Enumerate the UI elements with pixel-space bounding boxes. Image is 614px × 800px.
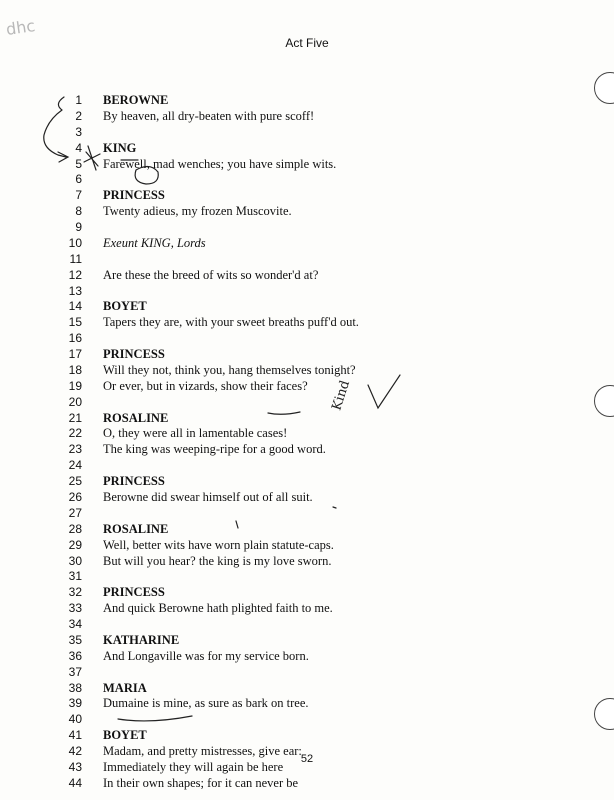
verse-line: And quick Berowne hath plighted faith to me. [103, 601, 333, 616]
line-number: 2 [75, 108, 82, 123]
page-header: Act Five [285, 36, 329, 50]
verse-line: The king was weeping-ripe for a good word. [103, 442, 326, 457]
verse-line: And Longaville was for my service born. [103, 648, 309, 663]
verse-line: Will they not, think you, hang themselves tonight? [103, 362, 356, 377]
line-number: 44 [68, 775, 82, 790]
line-number: 1 [75, 93, 82, 107]
line-number: 32 [68, 585, 82, 600]
speaker-name: PRINCESS [103, 188, 165, 203]
line-number: 9 [75, 220, 82, 235]
binder-hole-bottom [594, 698, 614, 730]
line-number: 38 [68, 680, 82, 695]
tick-29 [333, 507, 336, 508]
verse-line: Berowne did swear himself out of all suit. [103, 490, 313, 504]
speaker-name: BOYET [103, 728, 147, 743]
line-number: 15 [68, 315, 82, 330]
line-number: 21 [68, 410, 82, 425]
line-number: 39 [68, 696, 82, 711]
page-number: 52 [300, 753, 314, 765]
line-number: 10 [68, 235, 82, 250]
binder-hole-middle [594, 385, 614, 417]
line-number: 29 [68, 537, 82, 552]
line-number: 41 [68, 728, 82, 743]
line-number: 34 [68, 617, 82, 632]
line-number: 7 [75, 188, 82, 203]
line-number: 37 [68, 664, 82, 679]
line-number: 8 [75, 204, 82, 219]
verse-line: By heaven, all dry-beaten with pure scoff! [103, 108, 315, 123]
line-number: 42 [68, 744, 82, 759]
line-number: 33 [68, 601, 82, 616]
verse-line: Dumaine is mine, as sure as bark on tree. [103, 696, 309, 711]
line-number: 13 [68, 283, 82, 298]
speaker-name: BEROWNE [103, 93, 169, 107]
line-number: 12 [68, 267, 82, 282]
speaker-name: PRINCESS [103, 585, 165, 600]
verse-line: Twenty adieus, my frozen Muscovite. [103, 204, 292, 219]
line-number: 23 [68, 442, 82, 457]
verse-line: But will you hear? the king is my love sworn. [103, 553, 332, 568]
line-number: 25 [68, 474, 82, 489]
verse-line: O, they were all in lamentable cases! [103, 426, 288, 441]
verse-line: Or ever, but in vizards, show their faces? [103, 378, 308, 393]
line-number: 11 [69, 251, 82, 266]
verse-line: Madam, and pretty mistresses, give ear: [103, 744, 302, 759]
verse-line: Immediately they will again be here [103, 759, 284, 774]
line-number: 22 [68, 426, 82, 441]
asterisk-mark [84, 146, 100, 170]
underline-closing [118, 716, 192, 721]
verse-line: Are these the breed of wits so wonder'd at? [103, 267, 319, 282]
line-number: 35 [68, 632, 82, 647]
line-number: 27 [68, 505, 82, 520]
speaker-name: MARIA [103, 680, 147, 695]
line-number: 19 [68, 378, 82, 393]
speaker-name: ROSALINE [103, 521, 169, 536]
line-number: 36 [68, 648, 82, 663]
speaker-name: PRINCESS [103, 347, 165, 362]
line-number: 30 [68, 553, 82, 568]
line-number: 18 [68, 362, 82, 377]
speaker-name: PRINCESS [103, 474, 165, 489]
line-number: 14 [68, 299, 82, 314]
verse-line: Tapers they are, with your sweet breaths puff'd out. [103, 315, 359, 330]
line-number: 3 [75, 124, 82, 139]
line-number: 20 [68, 394, 82, 409]
speaker-name: KATHARINE [103, 632, 180, 647]
line-number: 43 [68, 759, 82, 774]
binder-hole-top [594, 72, 614, 104]
speaker-name: ROSALINE [103, 410, 169, 425]
line-number: 5 [75, 156, 82, 171]
underline-good [268, 412, 300, 414]
line-number: 16 [68, 331, 82, 346]
verse-line: Well, better wits have worn plain statute-caps. [103, 537, 334, 552]
line-number: 31 [68, 569, 82, 584]
line-number: 4 [75, 140, 82, 155]
handwritten-margin-note: Kind [329, 378, 354, 413]
verse-line: In their own shapes; for it can never be [103, 775, 299, 790]
speaker-name: BOYET [103, 299, 147, 314]
line-number: 28 [68, 521, 82, 536]
line-number: 40 [68, 712, 82, 727]
line-number: 17 [68, 347, 82, 362]
margin-scrawl: dhc [4, 16, 37, 39]
line-number: 6 [75, 172, 82, 187]
stage-direction: Exeunt KING, Lords [103, 235, 206, 250]
line-number: 24 [68, 458, 82, 473]
tick-30 [236, 521, 238, 528]
speaker-name: KING [103, 140, 137, 155]
line-number: 26 [68, 490, 82, 504]
verse-line: Farewell, mad wenches; you have simple wits. [103, 156, 337, 171]
checkmark [368, 375, 400, 408]
